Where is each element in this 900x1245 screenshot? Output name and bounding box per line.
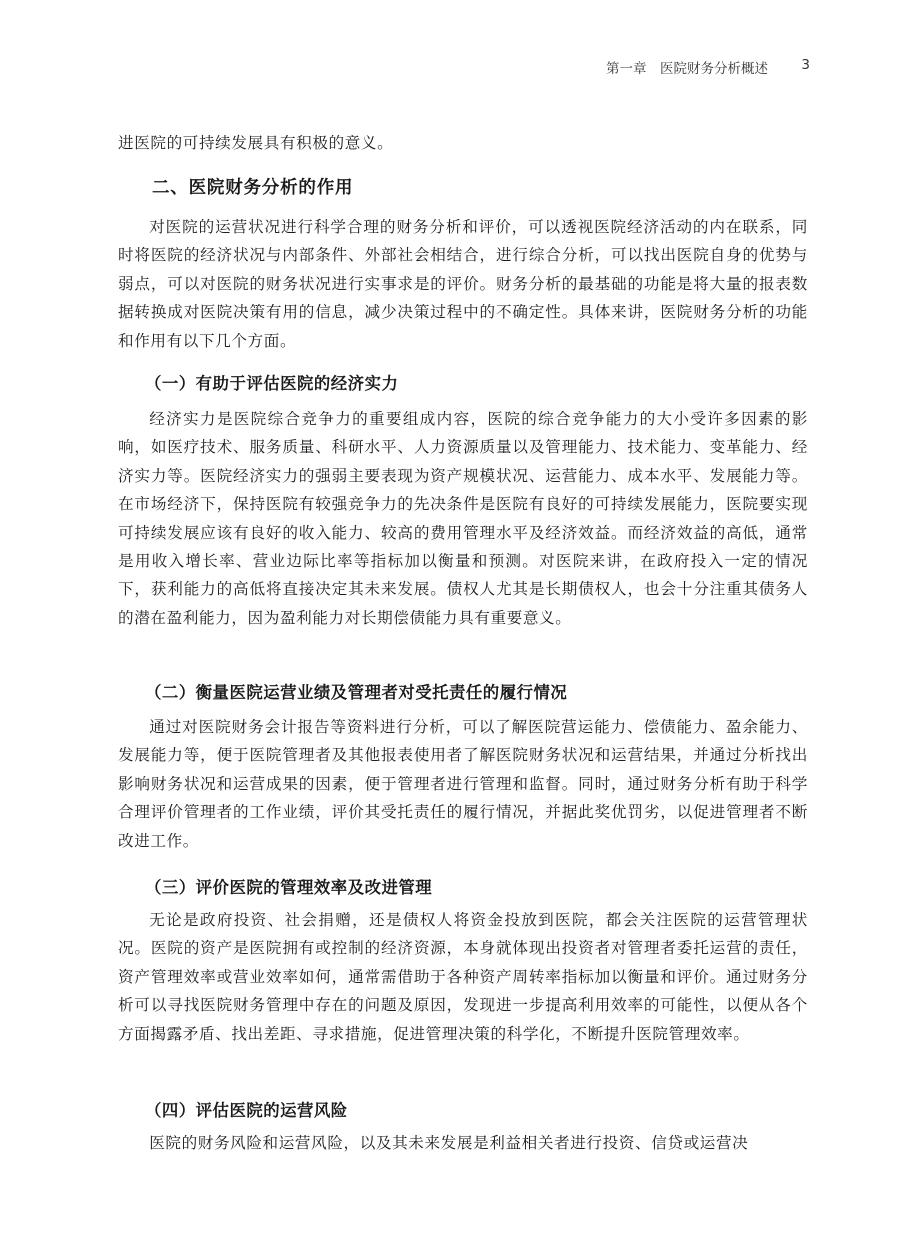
subheading-1: （一）有助于评估医院的经济实力: [145, 374, 399, 393]
paragraph-continuation: 进医院的可持续发展具有积极的意义。: [118, 134, 394, 152]
running-header: [560, 57, 816, 79]
subheading-4: （四）评估医院的运营风险: [145, 1101, 348, 1120]
page-number: 3: [801, 57, 810, 73]
paragraph-4: 医院的财务风险和运营风险，以及其未来发展是利益相关者进行投资、信贷或运营决: [149, 1134, 749, 1152]
paragraph-intro: 对医院的运营状况进行科学合理的财务分析和评价，可以透视医院经济活动的内在联系，同时将医院的经济状况与内部条件、外部社会相结合，进行综合分析，可以找出医院自身的优势与弱点，可以对医院的财务状况进行实事求是的评价。财务分析的最基础的功能是将大量的报表数据转换成对医院决策有用的信息，减少决策过程中的不确定性。具体来讲，医院财务分析的功能和作用有以下几个方面。: [118, 218, 808, 350]
chapter-title: 第一章 医院财务分析概述: [606, 61, 768, 77]
subheading-2: （二）衡量医院运营业绩及管理者对受托责任的履行情况: [145, 683, 568, 702]
paragraph-1: 经济实力是医院综合竞争力的重要组成内容，医院的综合竞争能力的大小受许多因素的影响，如医疗技术、服务质量、科研水平、人力资源质量以及管理能力、技术能力、变革能力、经济实力等。医院经济实力的强弱主要表现为资产规模状况、运营能力、成本水平、发展能力等。在市场经济下，保持医院有较强竞争力的先决条件是医院有良好的可持续发展能力，医院要实现可持续发展应该有良好的收入能力、较高的费用管理水平及经济效益。而经济效益的高低，通常是用收入增长率、营业边际比率等指标加以衡量和预测。对医院来讲，在政府投入一定的情况下，获利能力的高低将直接决定其未来发展。债权人尤其是长期债权人，也会十分注重其债务人的潜在盈利能力，因为盈利能力对长期偿债能力具有重要意义。: [118, 410, 808, 627]
subheading-3: （三）评价医院的管理效率及改进管理: [145, 878, 433, 897]
paragraph-3: 无论是政府投资、社会捐赠，还是债权人将资金投放到医院，都会关注医院的运营管理状况。医院的资产是医院拥有或控制的经济资源，本身就体现出投资者对管理者委托运营的责任，资产管理效率或营业效率如何，通常需借助于各种资产周转率指标加以衡量和评价。通过财务分析可以寻找医院财务管理中存在的问题及原因，发现进一步提高利用效率的可能性，以便从各个方面揭露矛盾、找出差距、寻求措施，促进管理决策的科学化，不断提升医院管理效率。: [118, 911, 808, 1043]
paragraph-2: 通过对医院财务会计报告等资料进行分析，可以了解医院营运能力、偿债能力、盈余能力、发展能力等，便于医院管理者及其他报表使用者了解医院财务状况和运营结果，并通过分析找出影响财务状况和运营成果的因素，便于管理者进行管理和监督。同时，通过财务分析有助于科学合理评价管理者的工作业绩，评价其受托责任的履行情况，并据此奖优罚劣，以促进管理者不断改进工作。: [118, 718, 808, 850]
section-heading: 二、医院财务分析的作用: [152, 178, 354, 198]
